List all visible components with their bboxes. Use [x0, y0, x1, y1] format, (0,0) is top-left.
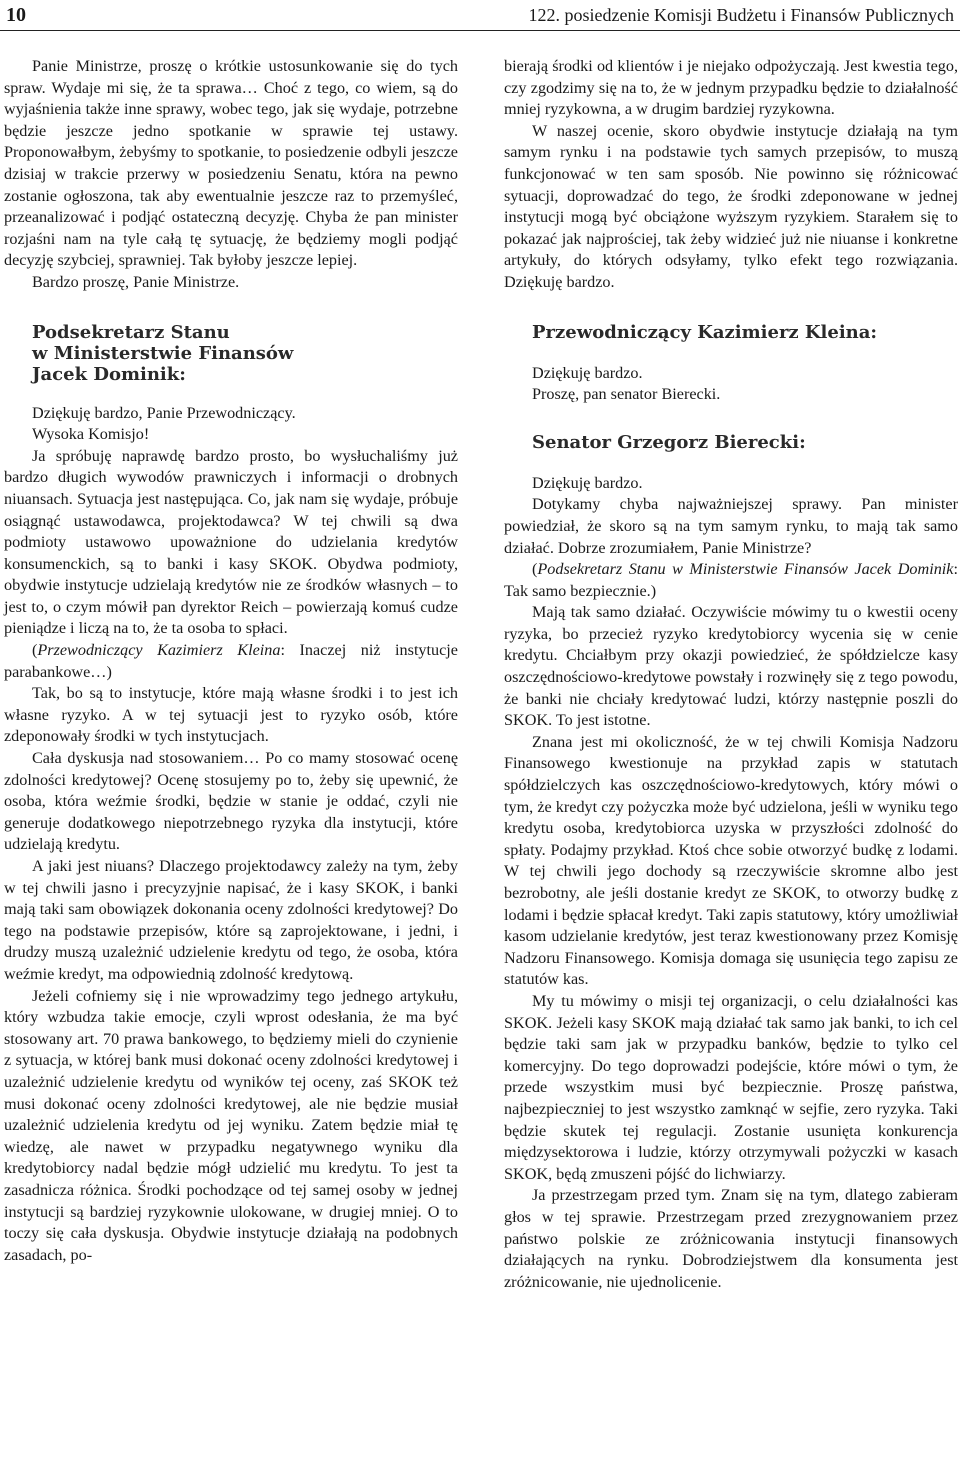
paragraph: Proszę, pan senator Bierecki.: [532, 385, 721, 404]
right-column: [504, 56, 958, 1293]
interjection-text: : Tak samo bezpiecznie.): [504, 560, 958, 600]
paragraph: Jeżeli cofniemy się i nie wprowadzimy tego jednego artykułu, który wzbudza takie emocje, czyli wprost odesłania, że ma być stosowany art. 70 prawa bankowego, to będziemy mieli do czynienie z sytuacja, w której bank musi dokonać oceny zdolności kredytowej i uzależnić udzielenie kredytu od wyników tej oceny, zaś SKOK też musi dokonać oceny zdolności kredytowej, ale nie będzie musiał uzależnić udzielenia kredytu od jej wyniku. Zatem będzie miał tę wiedzę, ale nawet w przypadku negatywnego wyniku dla kredytobiorcy nadal będzie mógł udzielić mu kredytu. To jest ta zasadnicza różnica. Środki pochodzące od tej samej osoby w jednej instytucji są bardziej ryzykownie ulokowane, w drugiej mniej. O to toczy się cała dyskusja. Obydwie instytucje działają na podobnych zasadach, po-: [4, 986, 458, 1264]
spacer: [504, 294, 958, 322]
interjection-speaker: Przewodniczący Kazimierz Kleina: [37, 641, 281, 660]
interjection-text: : Inaczej niż instytucje parabankowe…): [4, 641, 458, 681]
paragraph: A jaki jest niuans? Dlaczego projektodawcy zależy na tym, żeby w tej chwili jasno i precyzyjnie napisać, że i kasy SKOK, i banki mają taki sam obowiązek dokonania oceny zdolności kredytowej? Do tego na podstawie przepisów, które są zaprojektowane, i jedni, i drudzy muszą uzależnić udzielenie kredytu od tego, że osoba, która weźmie kredyt, ma odpowiednią zdolność kredytową.: [4, 857, 458, 983]
paragraph: Wysoka Komisjo!: [32, 425, 150, 444]
paragraph: Dotykamy chyba najważniejszej sprawy. Pan minister powiedział, że skoro są na tym samym rynku, to mają tak samo działać. Dobrze zrozumiałem, Panie Ministrze?: [504, 495, 958, 557]
interjection-text: (: [532, 560, 538, 579]
spacer: [4, 294, 458, 322]
paragraph: Mają tak samo działać. Oczywiście mówimy tu o kwestii oceny ryzyka, bo przecież ryzyko kredytobiorcy wycenia się w cenie kredytu. Chciałbym przy okazji powiedzieć, że spółdzielcze kasy oszczędnościowo-kredytowe powstały i rozwinęły się z tego powodu, że banki nie chciały kredytować ludzi, którzy następnie poszli do SKOK. To jest istotne.: [504, 603, 958, 730]
paragraph: Bardzo proszę, Panie Ministrze.: [32, 272, 240, 291]
speaker-heading: Przewodniczący Kazimierz Kleina:: [532, 321, 878, 343]
paragraph: Dziękuję bardzo.: [532, 363, 643, 382]
paragraph: Ja spróbuję naprawdę bardzo prosto, bo wysłuchaliśmy już bardzo długich wywodów prawniczych i informacji o drobnych niuansach. Sytuacja jest następująca. Co, jak nam się wydaje, próbuje osiągnąć ustawodawca, projektodawca? W tej chwili są dwa podmioty ustawowo upoważnione do udzielania kredytów konsumenckich, są to banki i kasy SKOK. Obydwa podmioty, obydwie instytucje udzielają kredytów nie ze środków własnych – to jest to, o czym mówił pan dyrektor Reich – powierzają komuś cudze pieniądze i liczą na to, że ta osoba to spłaci.: [4, 446, 458, 638]
speaker-heading: [32, 322, 458, 385]
paragraph: Panie Ministrze, proszę o krótkie ustosunkowanie się do tych spraw. Wydaje mi się, że ta sprawa… Choć z tego, co wiem, są do wyjaśnienia także inne sprawy, wobec tego, jak się wydaje, potrzebne będzie jeszcze jedno spotkanie w sprawie tej ustawy. Proponowałbym, żebyśmy to spotkanie, to posiedzenie odbyli jeszcze dzisiaj w trakcie przerwy w posiedzeniu Senatu, która na pewno zostanie ogłoszona, tak aby ewentualnie jeszcze raz to przemyśleć, przeanalizować i podjąć ostateczną decyzję. Chyba że pan minister rozjaśni nam na tyle całą tę sytuację, że będziemy mogli podjąć decyzję szybciej, sprawniej. Tak byłoby jeszcze lepiej.: [4, 57, 458, 270]
spacer: [504, 406, 958, 432]
paragraph: Cała dyskusja nad stosowaniem… Po co mamy stosować ocenę zdolności kredytowej? Ocenę stosujemy po to, żeby się upewnić, że osoba, która weźmie środki, będzie w stanie je oddać, czyli nie generuje dodatkowego niepotrzebnego ryzyka dla instytucji, które udzielają kredytu.: [4, 749, 458, 854]
running-header-title: 122. posiedzenie Komisji Budżetu i Finansów Publicznych: [528, 5, 954, 25]
paragraph: Dziękuję bardzo, Panie Przewodniczący.: [32, 403, 296, 422]
left-column: [4, 56, 458, 1266]
paragraph: My tu mówimy o misji tej organizacji, o celu działalności kas SKOK. Jeżeli kasy SKOK mają działać tak samo jak banki, to ich cel będzie taki sam jak w przypadku banków, będzie to tylko cel komercyjny. Do tego doprowadzi podejście, które mówi o tym, że przede wszystkim musi być bezpiecznie. Proszę państwa, najbezpieczniej to jest wszystko zamknąć w sejfie, zero ryzyka. Taki będzie skutek tej regulacji. Zostanie usunięta konkurencja międzysektorowa i ludzie, którzy otrzymywali pożyczki w kasach SKOK, będą zmuszeni pójść do lichwiarzy.: [504, 991, 958, 1183]
page-header: [0, 0, 960, 36]
header-rule: [0, 30, 960, 31]
paragraph: bierają środki od klientów i je niejako odpożyczają. Jest kwestia tego, czy zgodzimy się na to, że w jednym przypadku będzie to działalność mniej ryzykowna, a w drugim bardziej ryzykowna.: [504, 57, 958, 119]
paragraph: W naszej ocenie, skoro obydwie instytucje działają na tym samym rynku i na podstawie tych samych przepisów, to muszą funkcjonować w ten sam sposób. Nie powinno się różnicować sytuacji, doprowadzać do tego, że środki zdeponowane w jednej instytucji mogą być obciążone wyższym ryzykiem. Starałem się to pokazać jak najprościej, tak żeby widzieć już nie niuanse i konkretne artykuły, do których odsyłamy, tylko efekt tego rozwiązania. Dziękuję bardzo.: [504, 121, 958, 291]
paragraph: Ja przestrzegam przed tym. Znam się na tym, dlatego zabieram głos w tej sprawie. Przestrzegam przed zrezygnowaniem przez państwo polskie ze zróżnicowania instytucji finansowych działających na rynku. Dobrodziejstwem dla konsumenta jest zróżnicowanie, nie ujednolicenie.: [504, 1186, 958, 1291]
speaker-line: Jacek Dominik:: [32, 363, 186, 385]
speaker-line: w Ministerstwie Finansów: [32, 342, 294, 364]
speaker-line: Podsekretarz Stanu: [32, 321, 230, 343]
interjection: [4, 640, 458, 683]
paragraph: Dziękuję bardzo.: [532, 473, 643, 492]
paragraph: Tak, bo są to instytucje, które mają własne środki i to jest ich własne ryzyko. A w tej sytuacji jest to ryzyko osób, które zdeponowały środki w tych instytucjach.: [4, 684, 458, 746]
paragraph: Znana jest mi okoliczność, że w tej chwili Komisja Nadzoru Finansowego kwestionuje na przykład zapis w statutach spółdzielczych kas oszczędnościowo-kredytowych, który mówi o tym, że kredyt czy pożyczka może być udzielona, jeśli w wyniku tego kredytu osoba, kredytobiorca uzyska w przyszłości zdolność do spłaty. Podajmy przykład. Ktoś chce sobie otworzyć budkę z lodami. W tej chwili jego dochody są rzeczywiście skromne albo jest bezrobotny, ale jeśli dostanie kredyt ze SKOK, to otworzy budkę z lodami i będzie spłacał kredyt. Taki zapis statutowy, który umożliwiał kasom udzielanie kredytów, jest teraz kwestionowany przez Komisję Nadzoru Finansowego. Komisja domaga się usunięcia tego zapisu ze statutów kas.: [504, 732, 958, 989]
interjection-speaker: Podsekretarz Stanu w Ministerstwie Finansów Jacek Dominik: [537, 560, 954, 579]
interjection: [504, 559, 958, 602]
speaker-heading: Senator Grzegorz Bierecki:: [532, 431, 806, 453]
page-number: 10: [6, 4, 26, 26]
interjection-text: (: [32, 641, 38, 660]
